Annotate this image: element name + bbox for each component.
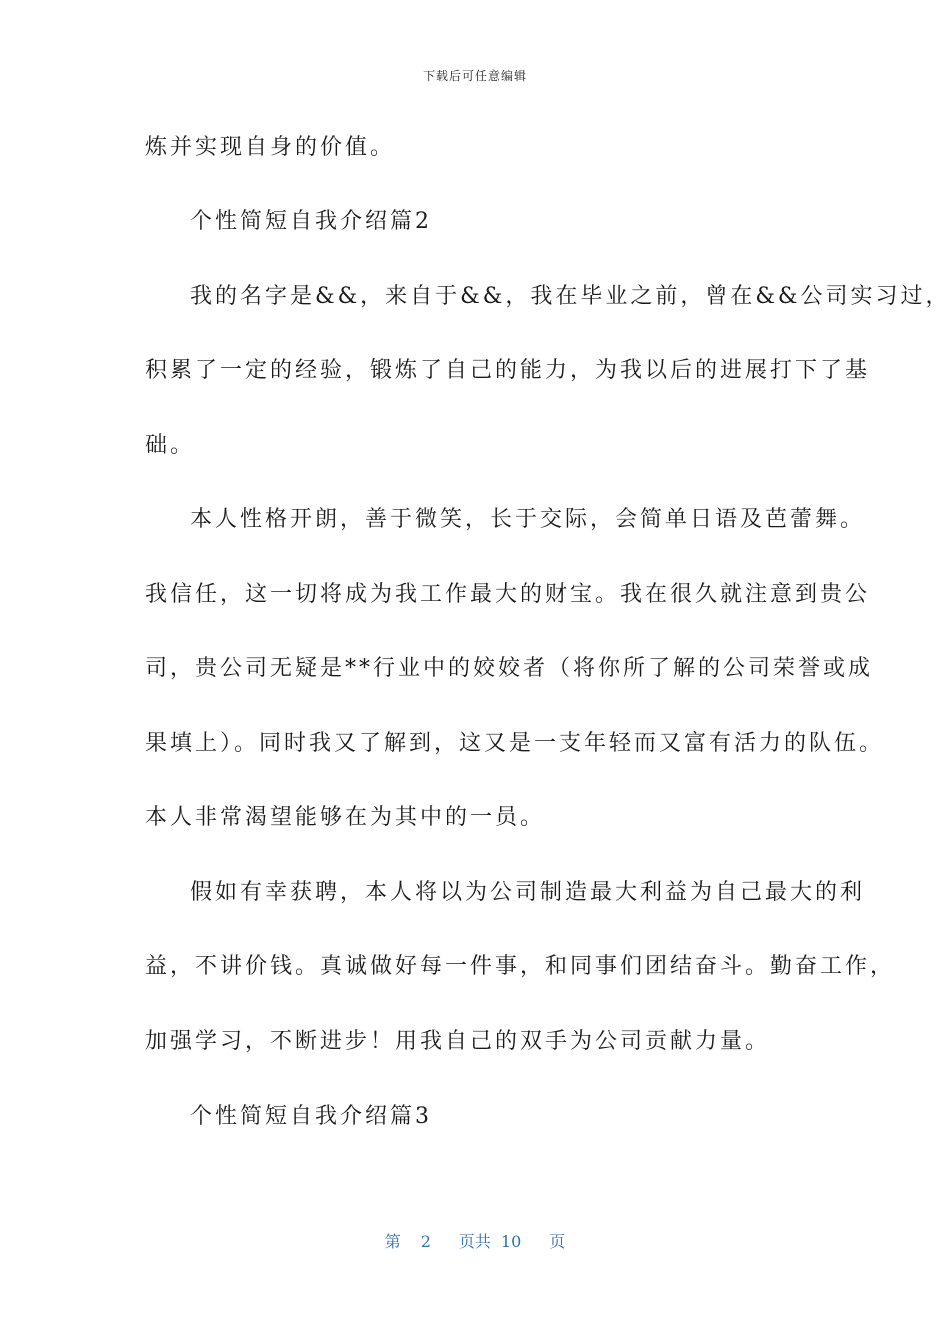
footer-total-pages: 10 <box>500 1232 522 1251</box>
page-footer <box>0 1229 950 1252</box>
body-line: 本人非常渴望能够在为其中的一员。 <box>145 805 546 830</box>
body-line: 加强学习，不断进步！用我自己的双手为公司贡献力量。 <box>145 1029 771 1054</box>
section-heading: 个性简短自我介绍篇3 <box>190 1104 432 1129</box>
body-line: 积累了一定的经验，锻炼了自己的能力，为我以后的进展打下了基 <box>145 358 871 383</box>
footer-suffix: 页 <box>549 1232 566 1251</box>
body-line: 益，不讲价钱。真诚做好每一件事，和同事们团结奋斗。勤奋工作， <box>145 954 896 979</box>
footer-prefix: 第 <box>384 1232 401 1251</box>
body-line: 我的名字是&&，来自于&&，我在毕业之前，曾在&&公司实习过， <box>190 284 950 309</box>
footer-middle: 页共 <box>458 1232 491 1251</box>
footer-page-number: 2 <box>420 1232 431 1251</box>
body-line: 炼并实现自身的价值。 <box>145 135 396 160</box>
body-line: 本人性格开朗，善于微笑，长于交际，会简单日语及芭蕾舞。 <box>190 507 866 532</box>
body-line: 司，贵公司无疑是**行业中的姣姣者（将你所了解的公司荣誉或成 <box>145 656 874 681</box>
body-line: 假如有幸获聘，本人将以为公司制造最大利益为自己最大的利 <box>190 880 866 905</box>
page-header: 下载后可任意编辑 <box>422 69 527 83</box>
body-line: 果填上）。同时我又了解到，这又是一支年轻而又富有活力的队伍。 <box>145 731 885 756</box>
body-line: 础。 <box>145 433 196 458</box>
section-heading: 个性简短自我介绍篇2 <box>190 209 432 234</box>
body-line: 我信任，这一切将成为我工作最大的财宝。我在很久就注意到贵公 <box>145 582 871 607</box>
